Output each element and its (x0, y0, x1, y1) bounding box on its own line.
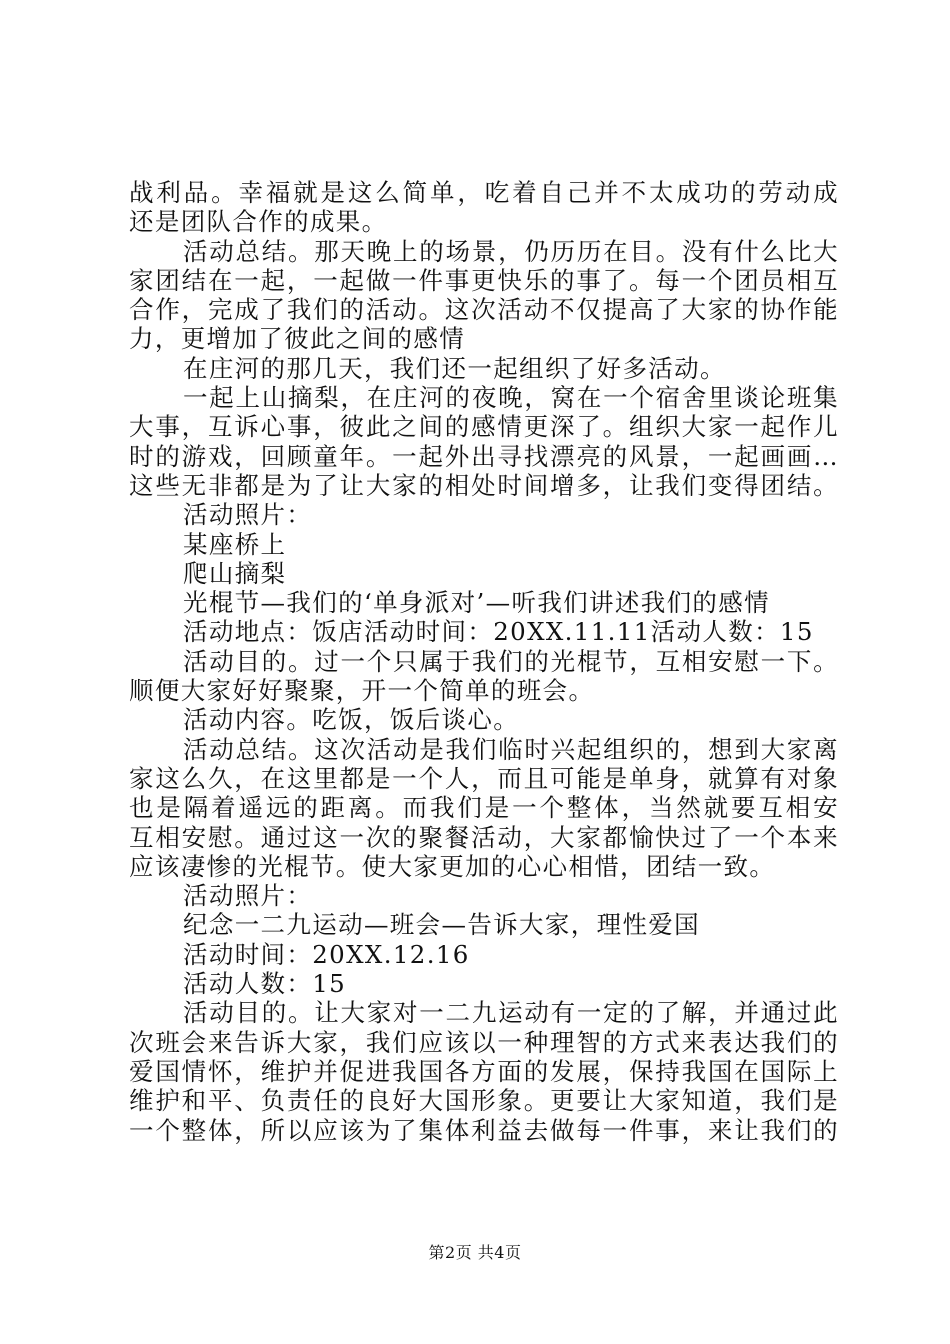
text-line: 活动内容。吃饭，饭后谈心。 (183, 705, 520, 735)
text-line: 也是隔着遥远的距离。而我们是一个整体，当然就要互相安 (129, 793, 839, 823)
text-line: 维护和平、负责任的良好大国形象。更要让大家知道，我们是 (129, 1086, 839, 1116)
text-line: 活动照片： (183, 881, 313, 911)
text-line: 合作，完成了我们的活动。这次活动不仅提高了大家的协作能 (129, 295, 839, 325)
text-line: 光棍节—我们的‘单身派对’—听我们讲述我们的感情 (183, 588, 770, 618)
text-line: 活动目的。过一个只属于我们的光棍节，互相安慰一下。 (183, 646, 839, 676)
document-body (129, 178, 839, 1145)
text-line: 在庄河的那几天，我们还一起组织了好多活动。 (183, 353, 726, 383)
text-line: 战利品。幸福就是这么简单，吃着自己并不太成功的劳动成 (129, 178, 839, 207)
text-line: 活动人数：15 (183, 969, 347, 999)
text-line: 次班会来告诉大家，我们应该以一种理智的方式来表达我们的 (129, 1027, 839, 1057)
text-line: 爬山摘梨 (183, 558, 287, 588)
text-line: 活动地点：饭店活动时间：20XX.11.11活动人数：15 (183, 617, 814, 647)
text-line: 力，更增加了彼此之间的感情 (129, 324, 466, 354)
text-line: 活动目的。让大家对一二九运动有一定的了解，并通过此 (183, 998, 839, 1028)
text-line: 家这么久，在这里都是一个人，而且可能是单身，就算有对象 (129, 763, 839, 793)
text-line: 顺便大家好好聚聚，开一个简单的班会。 (129, 676, 595, 706)
text-line: 纪念一二九运动—班会—告诉大家，理性爱国 (183, 910, 700, 940)
text-line: 大事，互诉心事，彼此之间的感情更深了。组织大家一起作儿 (129, 412, 839, 442)
text-line: 活动总结。那天晚上的场景，仍历历在目。没有什么比大 (183, 236, 839, 266)
text-line: 某座桥上 (183, 529, 287, 559)
text-line: 活动照片： (183, 500, 313, 530)
text-line: 家团结在一起，一起做一件事更快乐的事了。每一个团员相互 (129, 265, 839, 295)
text-line: 活动总结。这次活动是我们临时兴起组织的，想到大家离 (183, 734, 839, 764)
text-line: 一个整体，所以应该为了集体利益去做每一件事，来让我们的 (129, 1115, 839, 1145)
page-footer: 第2页 共4页 (428, 1243, 522, 1262)
text-line: 互相安慰。通过这一次的聚餐活动，大家都愉快过了一个本来 (129, 822, 839, 852)
text-line: 活动时间：20XX.12.16 (183, 939, 470, 969)
text-line: 应该凄惨的光棍节。使大家更加的心心相惜，团结一致。 (129, 851, 776, 881)
text-line: 时的游戏，回顾童年。一起外出寻找漂亮的风景，一起画画… (129, 441, 839, 471)
text-line: 还是团队合作的成果。 (129, 207, 388, 237)
text-line: 这些无非都是为了让大家的相处时间增多，让我们变得团结。 (129, 470, 839, 500)
text-line: 一起上山摘梨，在庄河的夜晚，窝在一个宿舍里谈论班集 (183, 383, 839, 413)
text-line: 爱国情怀，维护并促进我国各方面的发展，保持我国在国际上 (129, 1056, 839, 1086)
